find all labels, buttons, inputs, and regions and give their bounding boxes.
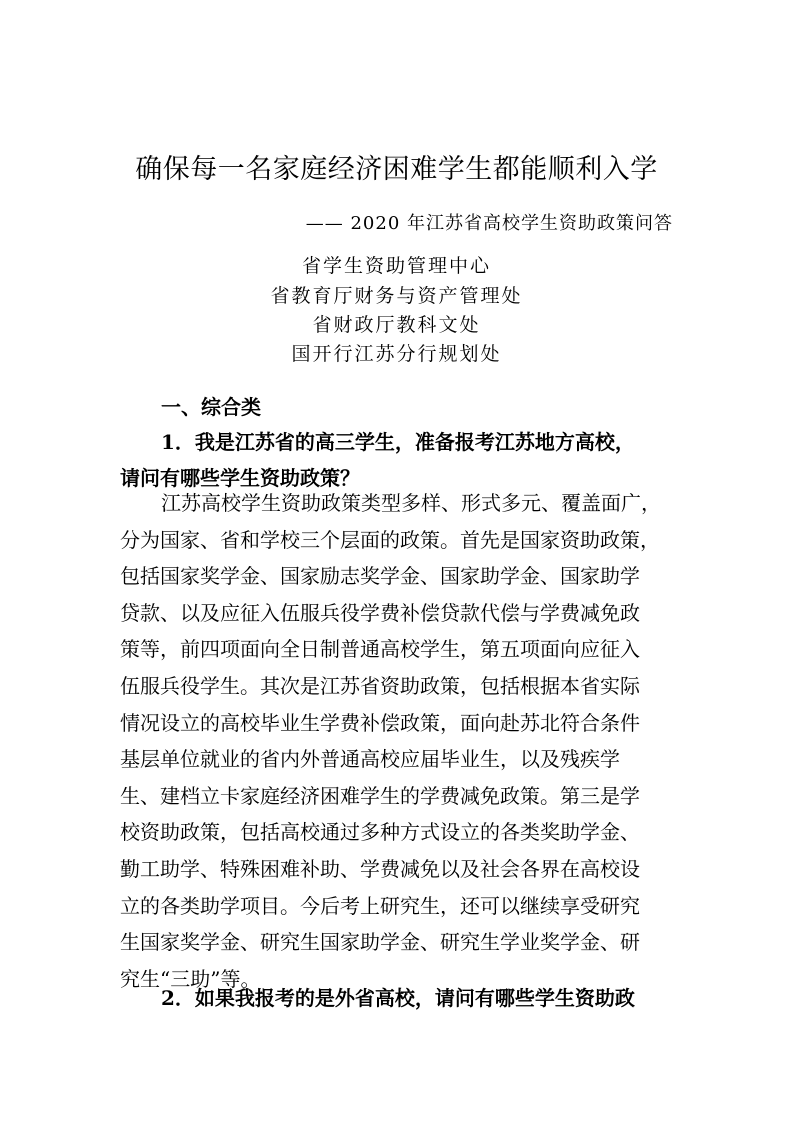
answer-line: 江苏高校学生资助政策类型多样、形式多元、覆盖面广， <box>161 491 661 515</box>
question-line: 请问有哪些学生资助政策？ <box>120 466 360 490</box>
answer-line: 分为国家、省和学校三个层面的政策。首先是国家资助政策， <box>120 527 660 552</box>
answer-line: 伍服兵役学生。其次是江苏省资助政策，包括根据本省实际 <box>120 673 640 698</box>
organization-line: 省教育厅财务与资产管理处 <box>270 285 523 307</box>
organization-line: 省财政厅教科文处 <box>312 314 481 336</box>
answer-line: 包括国家奖学金、国家励志奖学金、国家助学金、国家助学 <box>120 564 640 589</box>
answer-line: 校资助政策，包括高校通过多种方式设立的各类奖助学金、 <box>120 820 640 845</box>
question-line: 2．如果我报考的是外省高校，请问有哪些学生资助政 <box>161 986 635 1010</box>
organization-line: 国开行江苏分行规划处 <box>291 343 502 365</box>
answer-line: 立的各类助学项目。今后考上研究生，还可以继续享受研究 <box>120 893 640 918</box>
answer-line: 策等，前四项面向全日制普通高校学生，第五项面向应征入 <box>120 637 640 662</box>
document-subtitle: —— 2020 年江苏省高校学生资助政策问答 <box>305 213 673 234</box>
section-heading: 一、综合类 <box>161 395 261 419</box>
answer-line: 生、建档立卡家庭经济困难学生的学费减免政策。第三是学 <box>120 783 640 808</box>
answer-line: 生国家奖学金、研究生国家助学金、研究生学业奖学金、研 <box>120 930 640 955</box>
document-title: 确保每一名家庭经济困难学生都能顺利入学 <box>135 154 658 185</box>
answer-line: 勤工助学、特殊困难补助、学费减免以及社会各界在高校设 <box>120 856 640 881</box>
answer-line: 究生“三助”等。 <box>120 966 261 991</box>
answer-line: 贷款、以及应征入伍服兵役学费补偿贷款代偿与学费减免政 <box>120 600 640 625</box>
answer-line: 情况设立的高校毕业生学费补偿政策，面向赴苏北符合条件 <box>120 710 640 735</box>
organization-line: 省学生资助管理中心 <box>301 255 491 277</box>
question-2 <box>120 980 680 1016</box>
answer-line: 基层单位就业的省内外普通高校应届毕业生，以及残疾学 <box>120 747 620 772</box>
question-line: 1．我是江苏省的高三学生，准备报考江苏地方高校， <box>161 430 635 454</box>
answer-1 <box>120 485 680 997</box>
